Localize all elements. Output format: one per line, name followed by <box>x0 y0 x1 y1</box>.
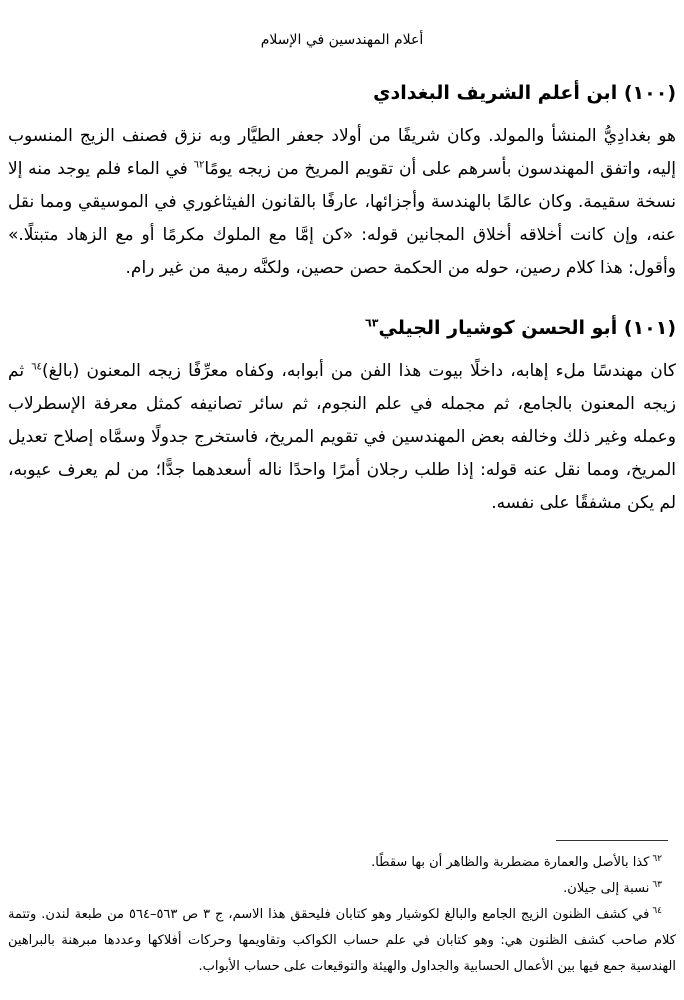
section-body-100: هو بغدادِيُّ المنشأ والمولد. وكان شريفًا من أولاد جعفر الطيَّار وبه نزق فصنف الزيج المنسوب إليه، واتفق المهندسون بأسرهم على أن تقويم المريخ من زيجه يومًا$^{٦٢}$ في الماء فلم يوجد منه إلا نسخة سقيمة. وكان عالمًا بالهندسة وأجزائها، عارفًا بالقانون الفيثاغوري في الموسيقي ومما نقل عنه، وإن كانت أخلاقه أخلاق المجانين قوله: «كن إمَّا مع الملوك مكرمًا أو مع الزهاد متبتلًا.» وأقول: هذا كلام رصين، حوله من الحكمة حصن حصين، ولكنَّه رمية من غير رام. <box>8 126 676 278</box>
section-heading-100: (١٠٠) ابن أعلم الشريف البغدادي <box>373 82 676 104</box>
footnote-text: كذا بالأصل والعمارة مضطربة والظاهر أن بها سقطًا. <box>371 855 650 870</box>
running-head: أعلام المهندسين في الإسلام <box>260 32 424 48</box>
footnote-marker: ٦٤ <box>652 905 663 916</box>
footnote-text: في كشف الظنون الزيج الجامع والبالغ لكوشيار وهو كتابان فليحقق هذا الاسم، ج ٣ ص ٥٦٣–٥٦٤ من طبعة لندن. وتتمة كلام صاحب كشف الظنون هي: وهو كتابان في علم حساب الكواكب وتقاويمها وحركات أفلاكها وعددها مبرهنة بالبراهين الهندسية جمع فيها بين الأعمال الحسابية والجداول والهيئة والتوقيعات على حساب الأبواب. <box>8 907 676 974</box>
footnote-62 <box>8 850 676 876</box>
section-body-101: كان مهندسًا ملء إهابه، داخلًا بيوت هذا الفن من أبوابه، وكفاه معرِّفًا زيجه المعنون (بالغ)$^{٦٤}$ ثم زيجه المعنون بالجامع، ثم مجمله في علم النجوم، ثم سائر تصانيفه كمثل معرفة الإسطرلاب وعمله وغير ذلك وخالفه بعض المهندسين في تقويم المريخ، فاستخرج جدولًا وسمَّاه إصلاح تعديل المريخ، ومما نقل عنه قوله: إذا طلب رجلان أمرًا واحدًا ناله أسعدهما جدًّا؛ من لم يعرف عيوبه، لم يكن مشفقًا على نفسه. <box>8 361 676 513</box>
footnote-separator <box>556 840 668 841</box>
footnotes <box>8 840 676 980</box>
footnote-text: نسبة إلى جيلان. <box>563 881 650 896</box>
footnote-ref: ٦٤ <box>31 361 42 373</box>
section-100 <box>8 50 676 285</box>
footnote-ref: ٦٣ <box>365 316 379 330</box>
section-101 <box>8 285 676 520</box>
section-heading-101: (١٠١) أبو الحسن كوشيار الجيلي$^{٦٣}$ <box>365 316 676 339</box>
footnote-63 <box>8 876 676 902</box>
footnote-ref: ٦٢ <box>193 159 205 171</box>
footnote-marker: ٦٢ <box>652 853 662 864</box>
footnote-64 <box>8 902 676 980</box>
footnote-marker: ٦٣ <box>652 879 662 890</box>
